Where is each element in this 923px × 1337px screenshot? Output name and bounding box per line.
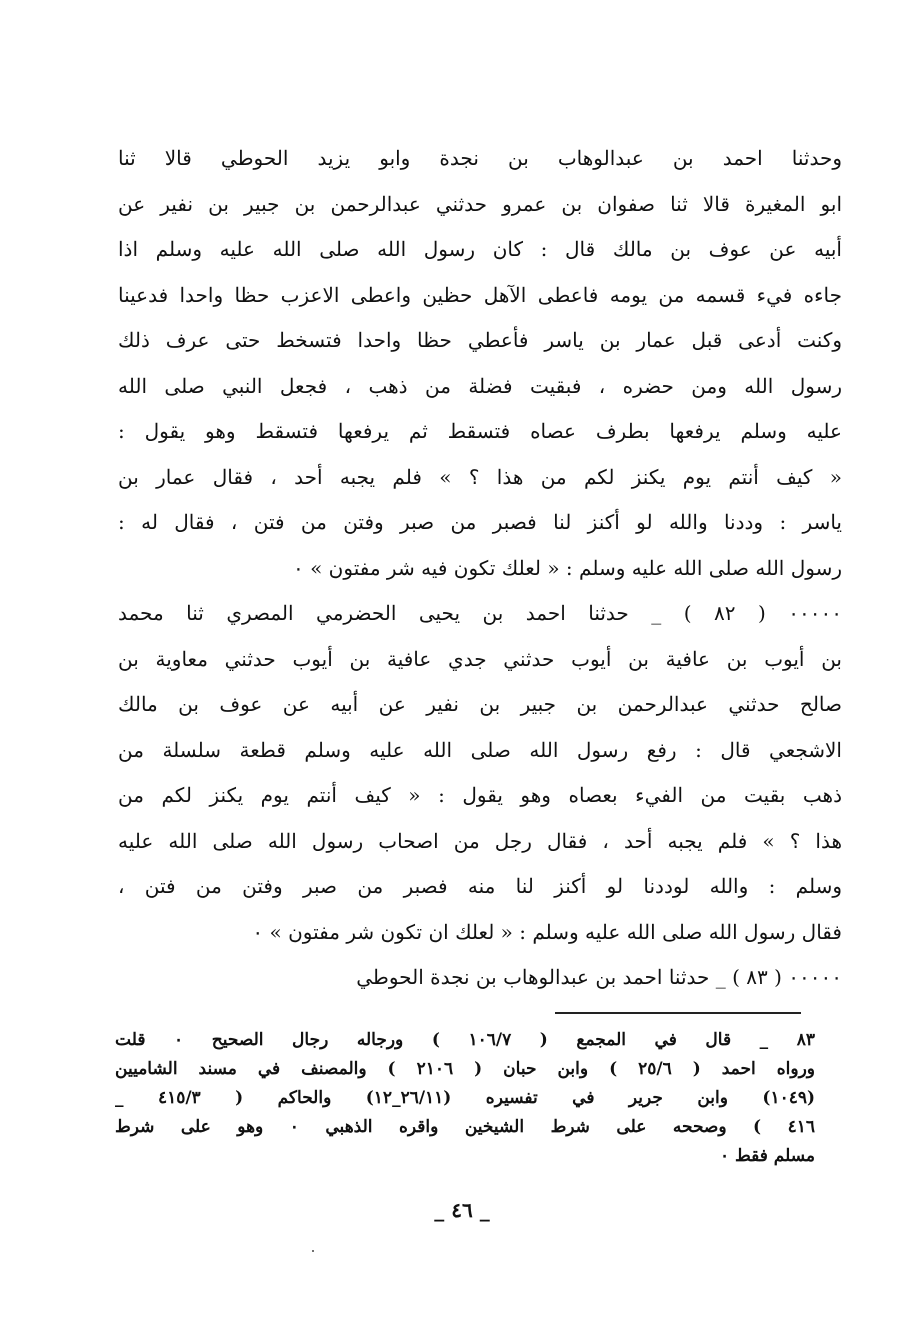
main-text-line: عليه وسلم يرفعها بطرف عصاه فتسقط ثم يرفعها فتسقط وهو يقول : — [118, 419, 842, 443]
main-text-line: وسلم : والله لوددنا لو أكنز لنا منه فصبر من صبر وفتن من فتن ، — [118, 874, 842, 898]
footnote-line: ٨٣ _ قال في المجمع ( ١٠٦/٧ ) ورجاله رجال الصحيح ٠ قلت — [115, 1030, 815, 1050]
hadith-heading-line: ٠٠٠٠٠ ( ٨٢ ) _ حدثنا احمد بن يحيى الحضرمي المصري ثنا محمد — [118, 601, 842, 625]
footnote-separator — [555, 1012, 801, 1014]
footnote-line: مسلم فقط ٠ — [719, 1146, 815, 1166]
footnote-line: ورواه احمد ( ٢٥/٦ ) وابن حبان ( ٢١٠٦ ) والمصنف في مسند الشاميين — [115, 1059, 815, 1079]
main-text-line: الاشجعي قال : رفع رسول الله صلى الله عليه وسلم قطعة سلسلة من — [118, 737, 842, 762]
main-text-line: وحدثنا احمد بن عبدالوهاب بن نجدة وابو يزيد الحوطي قالا ثنا — [118, 146, 842, 170]
hadith-heading-line: ٠٠٠٠٠ ( ٨٣ ) _ حدثنا احمد بن عبدالوهاب بن نجدة الحوطي — [356, 965, 842, 989]
main-text-line: « كيف أنتم يوم يكنز لكم من هذا ؟ » فلم يجبه أحد ، فقال عمار بن — [118, 464, 842, 489]
main-text-line: رسول الله صلى الله عليه وسلم : « لعلك تكون فيه شر مفتون » ٠ — [292, 555, 842, 580]
main-text-line: رسول الله ومن حضره ، فبقيت فضلة من ذهب ، فجعل النبي صلى الله — [118, 373, 843, 398]
footnote-line: (١٠٤٩) وابن جرير في تفسيره (٢٦/١١_١٢) والحاكم ( ٤١٥/٣ _ — [115, 1088, 816, 1108]
main-text-line: صالح حدثني عبدالرحمن بن جبير بن نفير عن أبيه عن عوف بن مالك — [118, 692, 842, 716]
main-text-line: جاءه فيء قسمه من يومه فاعطى الآهل حظين واعطى الاعزب حظا واحدا فدعينا — [118, 282, 842, 307]
main-text-block — [118, 136, 842, 1001]
scan-speck — [312, 1250, 314, 1252]
main-text-line: أبيه عن عوف بن مالك قال : كان رسول الله صلى الله عليه وسلم اذا — [118, 237, 842, 261]
main-text-line: ذهب بقيت من الفيء بعصاه وهو يقول : « كيف أنتم يوم يكنز لكم من — [118, 783, 842, 807]
main-text-line: هذا ؟ » فلم يجبه أحد ، فقال رجل من اصحاب رسول الله صلى الله عليه — [118, 828, 842, 853]
main-text-line: ياسر : وددنا والله لو أكنز لنا فصبر من صبر وفتن من فتن ، فقال له : — [118, 510, 842, 534]
main-text-line: وكنت أدعى قبل عمار بن ياسر فأعطي حظا واحدا فتسخط حتى عرف ذلك — [118, 328, 842, 352]
main-text-line: بن أيوب بن عافية بن أيوب حدثني جدي عافية بن أيوب حدثني معاوية بن — [118, 646, 842, 671]
footnote-line: ٤١٦ ) وصححه على شرط الشيخين واقره الذهبي ٠ وهو على شرط — [115, 1117, 816, 1137]
main-text-line: فقال رسول الله صلى الله عليه وسلم : « لعلك ان تكون شر مفتون » ٠ — [252, 919, 842, 944]
footnotes-block — [115, 1026, 815, 1171]
page-number: _ ٤٦ _ — [434, 1198, 490, 1222]
main-text-line: ابو المغيرة قالا ثنا صفوان بن عمرو حدثني عبدالرحمن بن جبير بن نفير عن — [118, 191, 842, 216]
